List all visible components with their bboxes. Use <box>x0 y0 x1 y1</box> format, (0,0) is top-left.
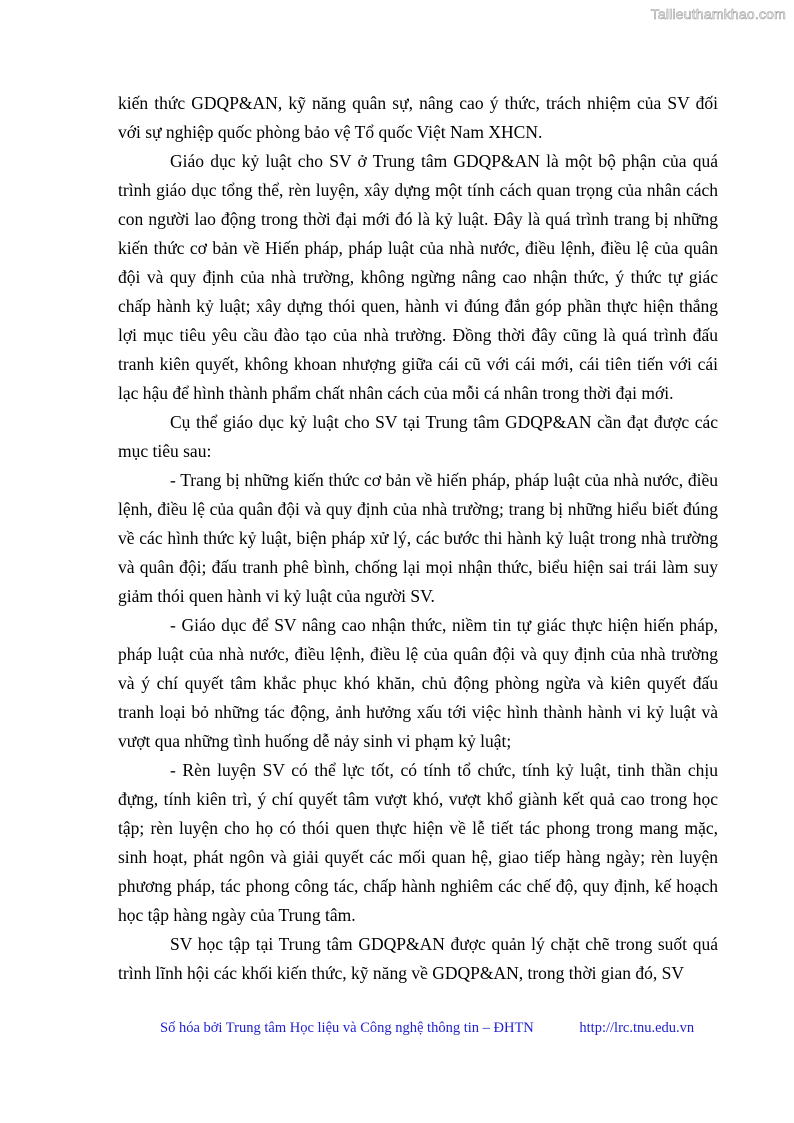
paragraph-3: Cụ thể giáo dục kỷ luật cho SV tại Trung tâm GDQP&AN cần đạt được các mục tiêu sau: <box>118 412 718 461</box>
paragraph-5: - Giáo dục để SV nâng cao nhận thức, niềm tin tự giác thực hiện hiến pháp, pháp luật của nhà nước, điều lệnh, điều lệ của quân đội và quy định của nhà trường và ý chí quyết tâm khắc phục khó khăn, chủ động phòng ngừa và kiên quyết đấu tranh loại bỏ những tác động, ảnh hưởng xấu tới việc hình thành hành vi kỷ luật và vượt qua những tình huống dễ nảy sinh vi phạm kỷ luật; <box>118 615 718 751</box>
document-body <box>118 89 718 988</box>
page-footer <box>160 1020 720 1037</box>
paragraph-6: - Rèn luyện SV có thể lực tốt, có tính tổ chức, tính kỷ luật, tinh thần chịu đựng, tính kiên trì, ý chí quyết tâm vượt khó, vượt khổ giành kết quả cao trong học tập; rèn luyện cho họ có thói quen thực hiện về lễ tiết tác phong trong mang mặc, sinh hoạt, phát ngôn và giải quyết các mối quan hệ, giao tiếp hàng ngày; rèn luyện phương pháp, tác phong công tác, chấp hành nghiêm các chế độ, quy định, kế hoạch học tập hàng ngày của Trung tâm. <box>118 760 718 925</box>
watermark-text: Tailieuthamkhao.com <box>650 6 786 22</box>
footer-credit: Số hóa bởi Trung tâm Học liệu và Công nghệ thông tin – ĐHTN <box>160 1020 534 1036</box>
paragraph-1: kiến thức GDQP&AN, kỹ năng quân sự, nâng cao ý thức, trách nhiệm của SV đối với sự nghiệp quốc phòng bảo vệ Tổ quốc Việt Nam XHCN. <box>118 93 718 142</box>
paragraph-4: - Trang bị những kiến thức cơ bản về hiến pháp, pháp luật của nhà nước, điều lệnh, điều lệ của quân đội và quy định của nhà trường; trang bị những hiểu biết đúng về các hình thức kỷ luật, biện pháp xử lý, các bước thi hành kỷ luật trong nhà trường và quân đội; đấu tranh phê bình, chống lại mọi nhận thức, biểu hiện sai trái làm suy giảm thói quen hành vi kỷ luật của người SV. <box>118 470 718 606</box>
footer-url-link[interactable]: http://lrc.tnu.edu.vn <box>579 1020 695 1036</box>
paragraph-2: Giáo dục kỷ luật cho SV ở Trung tâm GDQP&AN là một bộ phận của quá trình giáo dục tổng thể, rèn luyện, xây dựng một tính cách quan trọng của nhân cách con người lao động trong thời đại mới đó là kỷ luật. Đây là quá trình trang bị những kiến thức cơ bản về Hiến pháp, pháp luật của nhà nước, điều lệnh, điều lệ của quân đội và quy định của nhà trường, không ngừng nâng cao nhận thức, ý thức tự giác chấp hành kỷ luật; xây dựng thói quen, hành vi đúng đắn góp phần thực hiện thắng lợi mục tiêu yêu cầu đào tạo của nhà trường. Đồng thời đây cũng là quá trình đấu tranh kiên quyết, không khoan nhượng giữa cái cũ với cái mới, cái tiên tiến với cái lạc hậu để hình thành phẩm chất nhân cách của mỗi cá nhân trong thời đại mới. <box>118 151 718 403</box>
paragraph-7: SV học tập tại Trung tâm GDQP&AN được quản lý chặt chẽ trong suốt quá trình lĩnh hội các khối kiến thức, kỹ năng về GDQP&AN, trong thời gian đó, SV <box>118 934 718 983</box>
